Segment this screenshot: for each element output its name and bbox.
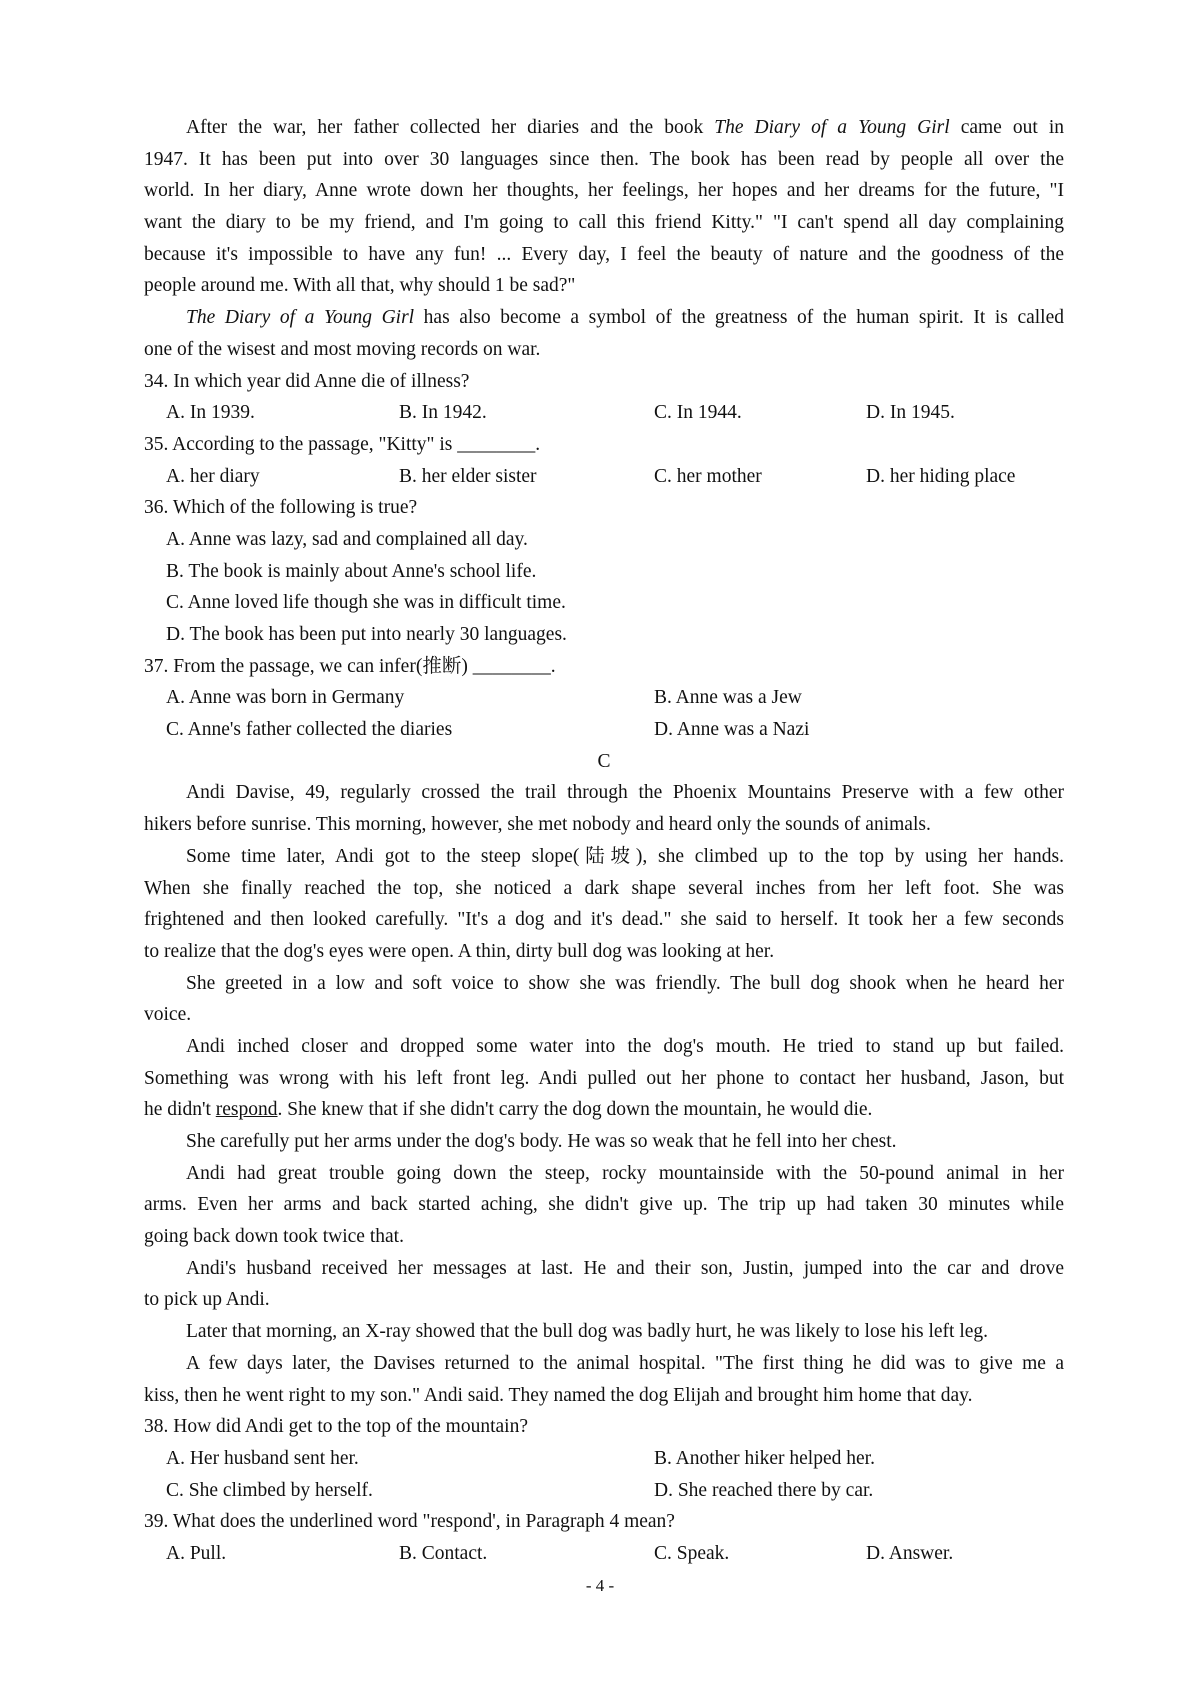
- question-37: 37. From the passage, we can infer(推断) ________.: [144, 655, 556, 677]
- passage-c-p3-line-1: voice.: [144, 1004, 192, 1026]
- question-37-options-row-2: [144, 714, 1064, 746]
- passage-c-p7-line-1: to pick up Andi.: [144, 1289, 270, 1311]
- passage-b-p1-line-4: because it's impossible to have any fun! ... Every day, I feel the beauty of nature and the goodness of the: [144, 243, 1064, 265]
- passage-b-p1-line-5: people around me. With all that, why should 1 be sad?": [144, 275, 576, 297]
- passage-b-p1-line-2: world. In her diary, Anne wrote down her thoughts, her feelings, her hopes and her dreams for the future, "I: [144, 180, 1064, 202]
- question-34-options: [144, 397, 1064, 429]
- passage-b-p1-line-0: After the war, her father collected her diaries and the book The Diary of a Young Girl came out in: [186, 117, 1064, 138]
- passage-b-p2-line-1: one of the wisest and most moving records on war.: [144, 338, 541, 360]
- option-d[interactable]: D. The book has been put into nearly 30 languages.: [166, 624, 567, 645]
- question-34: 34. In which year did Anne die of illness?: [144, 370, 470, 392]
- passage-b-p1-line-1: 1947. It has been put into over 30 languages since then. The book has been read by people all over the: [144, 148, 1064, 170]
- option-d[interactable]: D. her hiding place: [866, 465, 1016, 487]
- passage-c-p2-line-2: frightened and then looked carefully. "It's a dog and it's dead." she said to herself. It took her a few seconds: [144, 909, 1064, 931]
- option-b[interactable]: B. Contact.: [399, 1542, 488, 1564]
- question-36: 36. Which of the following is true?: [144, 497, 418, 519]
- option-d[interactable]: D. Answer.: [866, 1542, 954, 1564]
- passage-c-p2-line-0: Some time later, Andi got to the steep slope(陆坡), she climbed up to the top by using her hands.: [186, 845, 1064, 867]
- passage-b-p2-line-0: The Diary of a Young Girl has also become a symbol of the greatness of the human spirit. It is called: [186, 307, 1064, 329]
- question-37-options-row-1: [144, 682, 1064, 714]
- passage-c-p9-line-1: kiss, then he went right to my son." Andi said. They named the dog Elijah and brought him home that day.: [144, 1384, 973, 1406]
- passage-c-p2-line-1: When she finally reached the top, she noticed a dark shape several inches from her left foot. She was: [144, 877, 1064, 899]
- passage-c-p6-line-1: arms. Even her arms and back started aching, she didn't give up. The trip up had taken 30 minutes while: [144, 1194, 1064, 1216]
- passage-c-p8-line-0: Later that morning, an X-ray showed that the bull dog was badly hurt, he was likely to lose his left leg.: [186, 1321, 989, 1343]
- option-a[interactable]: A. Anne was lazy, sad and complained all day.: [166, 528, 528, 550]
- option-a[interactable]: A. Pull.: [166, 1542, 227, 1564]
- option-b[interactable]: B. In 1942.: [399, 402, 487, 424]
- option-c[interactable]: C. Anne's father collected the diaries: [166, 719, 453, 741]
- passage-c-p3-line-0: She greeted in a low and soft voice to show she was friendly. The bull dog shook when he heard her: [186, 972, 1064, 994]
- question-39: 39. What does the underlined word "respond', in Paragraph 4 mean?: [144, 1511, 675, 1533]
- passage-c-p7-line-0: Andi's husband received her messages at last. He and their son, Justin, jumped into the car and drove: [186, 1257, 1064, 1279]
- option-d[interactable]: D. She reached there by car.: [654, 1479, 874, 1501]
- page-number: - 4 -: [585, 1576, 615, 1595]
- passage-c-p1-line-1: hikers before sunrise. This morning, however, she met nobody and heard only the sounds of animals.: [144, 814, 931, 836]
- option-b[interactable]: B. Anne was a Jew: [654, 687, 802, 709]
- option-a[interactable]: A. her diary: [166, 465, 260, 487]
- passage-c-p5-line-0: She carefully put her arms under the dog's body. He was so weak that he fell into her chest.: [186, 1131, 897, 1152]
- passage-c-p6-line-0: Andi had great trouble going down the steep, rocky mountainside with the 50-pound animal in her: [186, 1162, 1064, 1184]
- option-b[interactable]: B. her elder sister: [399, 465, 537, 487]
- passage-c-p6-line-2: going back down took twice that.: [144, 1226, 404, 1248]
- passage-c-p4-line-1: Something was wrong with his left front leg. Andi pulled out her phone to contact her husband, Jason, but: [144, 1067, 1064, 1089]
- page-content: [144, 112, 1064, 1570]
- option-c[interactable]: C. her mother: [654, 465, 762, 487]
- option-a[interactable]: A. Her husband sent her.: [166, 1447, 359, 1469]
- option-c[interactable]: C. Speak.: [654, 1542, 730, 1564]
- option-c[interactable]: C. In 1944.: [654, 402, 742, 424]
- option-b[interactable]: B. Another hiker helped her.: [654, 1447, 875, 1469]
- passage-c-p2-line-3: to realize that the dog's eyes were open. A thin, dirty bull dog was looking at her.: [144, 940, 775, 962]
- option-d[interactable]: D. In 1945.: [866, 402, 955, 424]
- question-38-options-row-2: [144, 1475, 1064, 1507]
- option-b[interactable]: B. The book is mainly about Anne's school life.: [166, 560, 537, 582]
- passage-c-p1-line-0: Andi Davise, 49, regularly crossed the trail through the Phoenix Mountains Preserve with a few other: [186, 782, 1064, 804]
- question-38: 38. How did Andi get to the top of the mountain?: [144, 1416, 528, 1438]
- section-c-heading: C: [597, 750, 611, 772]
- passage-c-p4-line-2: he didn't respond. She knew that if she didn't carry the dog down the mountain, he would die.: [144, 1099, 873, 1121]
- question-38-options-row-1: [144, 1443, 1064, 1475]
- option-c[interactable]: C. Anne loved life though she was in difficult time.: [166, 592, 566, 614]
- option-d[interactable]: D. Anne was a Nazi: [654, 719, 810, 741]
- passage-c-p4-line-0: Andi inched closer and dropped some water into the dog's mouth. He tried to stand up but failed.: [186, 1035, 1064, 1057]
- question-35-options: [144, 461, 1064, 493]
- question-39-options: [144, 1538, 1064, 1570]
- option-a[interactable]: A. In 1939.: [166, 402, 255, 424]
- underlined-word-respond: respond: [215, 1099, 278, 1121]
- option-c[interactable]: C. She climbed by herself.: [166, 1479, 373, 1501]
- option-a[interactable]: A. Anne was born in Germany: [166, 687, 405, 709]
- passage-b-p1-line-3: want the diary to be my friend, and I'm going to call this friend Kitty." "I can't spend all day complaining: [144, 212, 1064, 234]
- question-35: 35. According to the passage, "Kitty" is ________.: [144, 433, 541, 455]
- passage-c-p9-line-0: A few days later, the Davises returned to the animal hospital. "The first thing he did was to give me a: [186, 1352, 1064, 1374]
